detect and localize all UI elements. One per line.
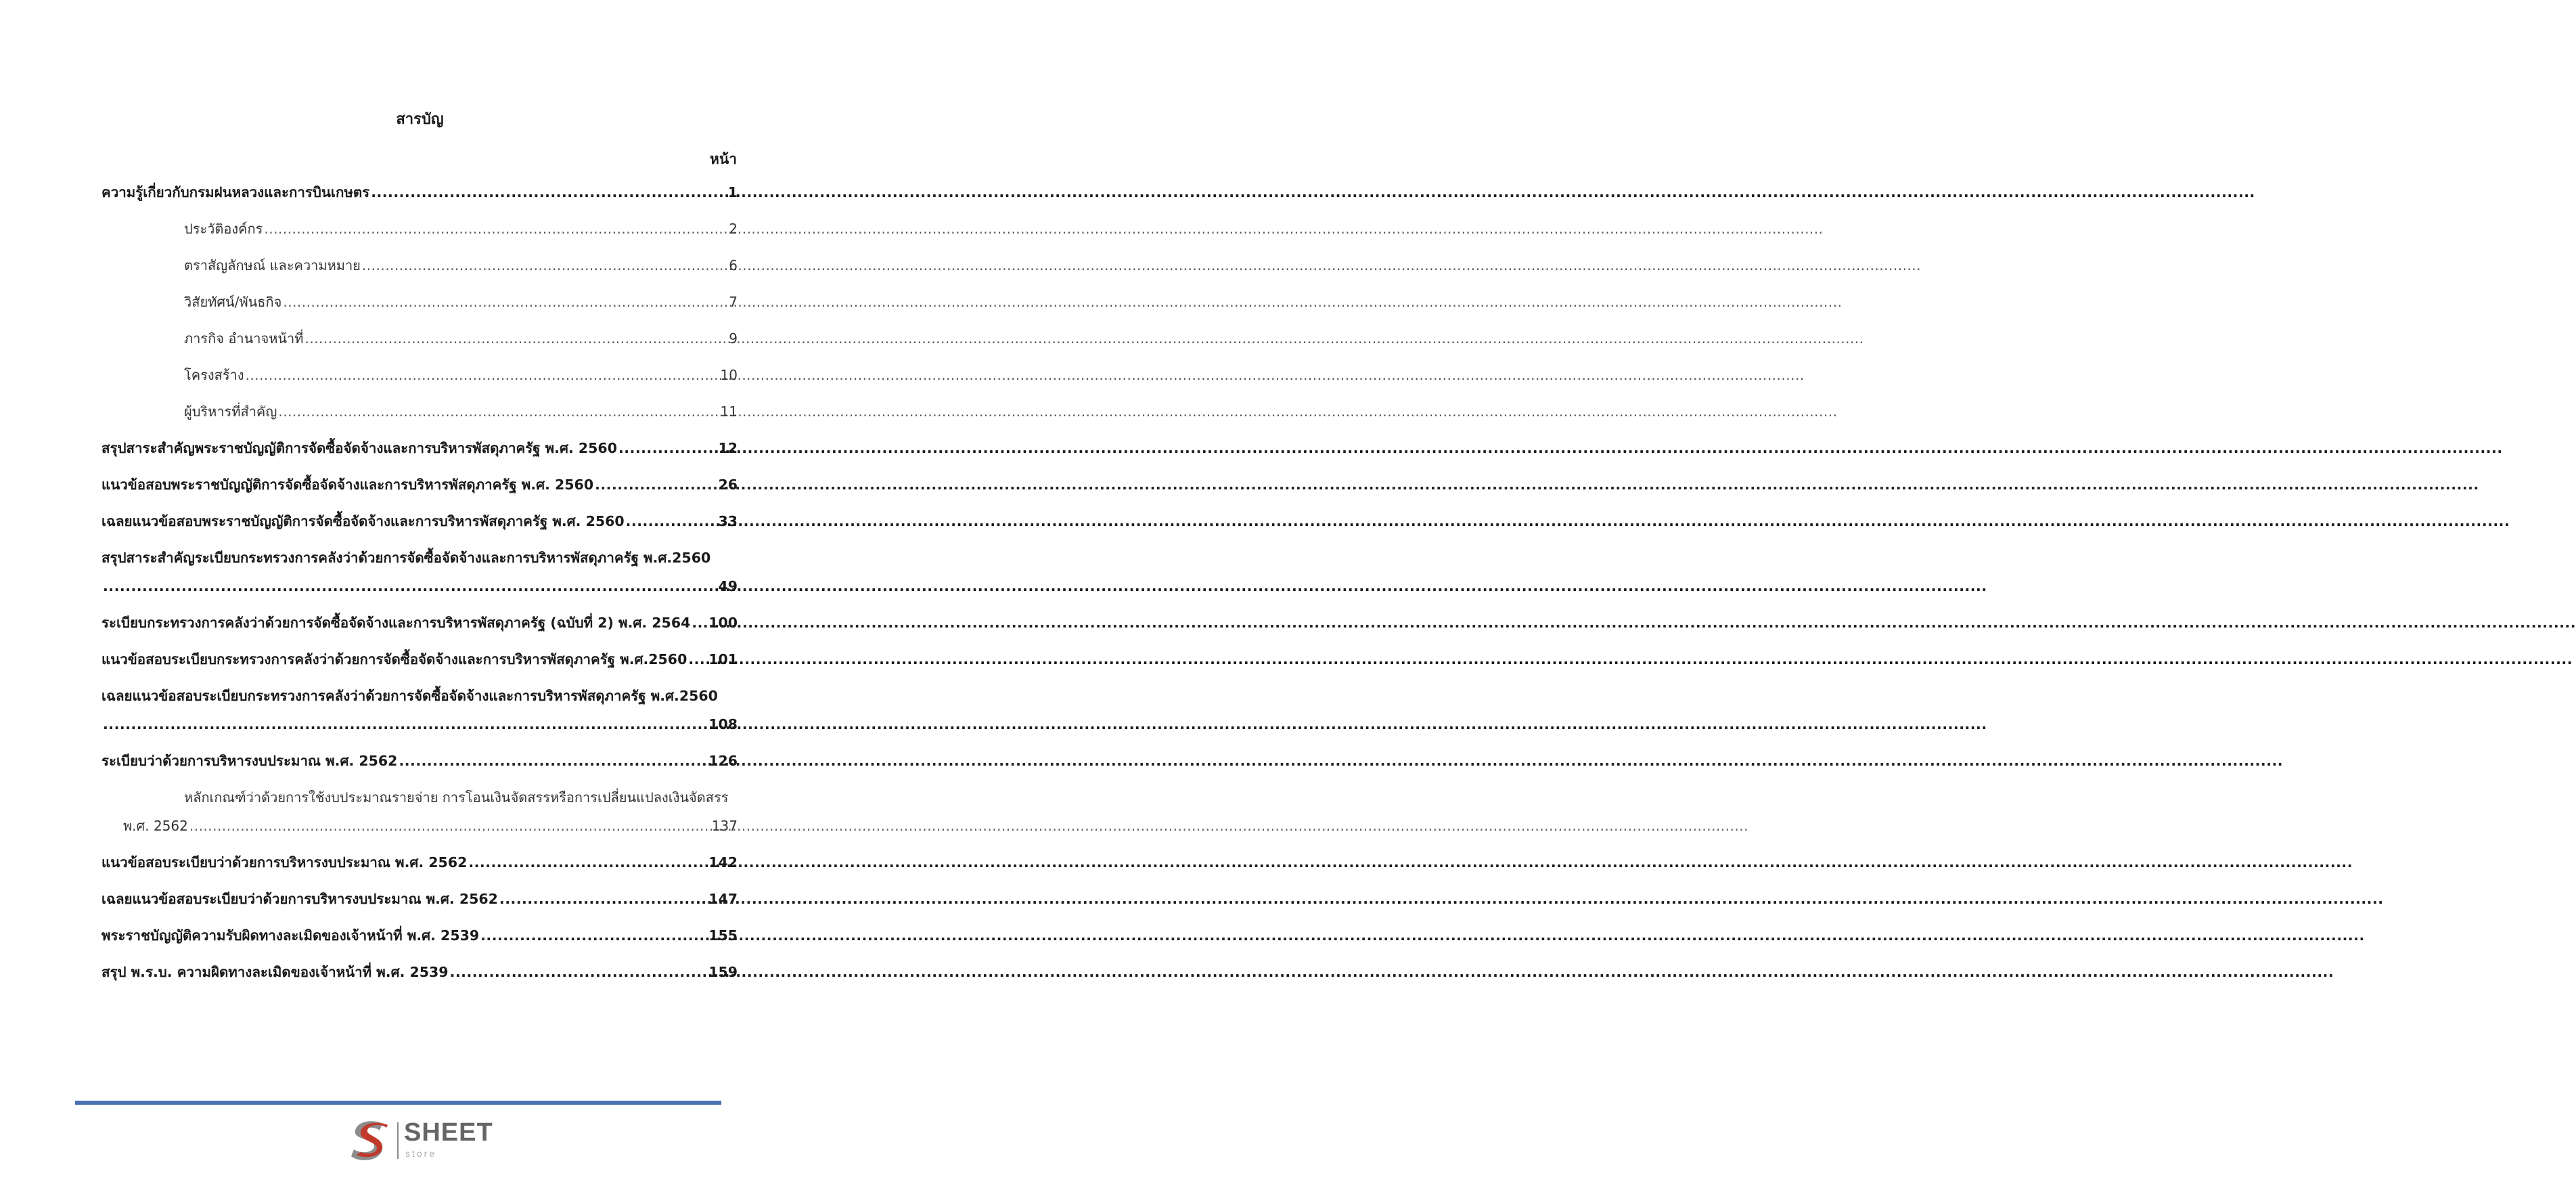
toc-entry[interactable] — [101, 889, 738, 908]
table-of-contents — [101, 183, 738, 982]
toc-entry-label: สรุปสาระสำคัญพระราชบัญญัติการจัดซื้อจัดจ้างและการบริหารพัสดุภาครัฐ พ.ศ. 2560 — [101, 440, 617, 456]
toc-entry[interactable] — [101, 366, 738, 384]
toc-entry-page: 7 — [729, 294, 738, 310]
toc-entry-page: 26 — [718, 477, 738, 493]
toc-entry[interactable] — [101, 292, 738, 311]
leader-dots — [278, 402, 719, 421]
toc-entry[interactable] — [101, 926, 738, 945]
toc-entry-page: 33 — [718, 513, 738, 529]
toc-entry-page: 1 — [727, 184, 738, 200]
logo-wordmark: SHEET — [404, 1118, 493, 1147]
toc-entry-label: หลักเกณฑ์ว่าด้วยการใช้งบประมาณรายจ่าย การโอนเงินจัดสรรหรือการเปลี่ยนแปลงเงินจัดสรร — [184, 789, 729, 806]
toc-entry[interactable] — [101, 853, 738, 872]
leader-dots — [304, 329, 727, 348]
toc-entry-page: 137 — [711, 818, 738, 834]
toc-entry-label: ภารกิจ อำนาจหน้าที่ — [184, 330, 304, 347]
toc-entry-label: แนวข้อสอบระเบียบว่าด้วยการบริหารงบประมาณ พ.ศ. 2562 — [101, 854, 468, 871]
toc-entry-label: ผู้บริหารที่สำคัญ — [184, 403, 277, 420]
leader-dots — [688, 650, 707, 669]
toc-entry-page: 12 — [718, 440, 738, 456]
toc-entry[interactable] — [101, 256, 738, 275]
toc-entry-page: 101 — [708, 651, 738, 667]
toc-entry-label: ระเบียบกระทรวงการคลังว่าด้วยการจัดซื้อจัดจ้างและการบริหารพัสดุภาครัฐ (ฉบับที่ 2) พ.ศ. 2564 — [101, 615, 691, 631]
leader-dots — [283, 292, 727, 311]
toc-entry-label: เฉลยแนวข้อสอบพระราชบัญญัติการจัดซื้อจัดจ้างและการบริหารพัสดุภาครัฐ พ.ศ. 2560 — [101, 513, 625, 529]
leader-dots — [468, 853, 707, 872]
toc-entry-page: 100 — [708, 615, 738, 631]
toc-entry-page: 147 — [708, 891, 738, 907]
toc-entry[interactable] — [101, 183, 738, 202]
document-page — [0, 0, 840, 1188]
leader-dots — [480, 926, 707, 945]
toc-entry[interactable] — [101, 219, 738, 238]
page-title: สารบัญ — [396, 111, 444, 128]
toc-entry[interactable] — [101, 650, 738, 669]
leader-dots — [450, 963, 708, 982]
leader-dots — [246, 366, 719, 384]
leader-dots — [399, 751, 707, 770]
toc-entry[interactable] — [101, 402, 738, 421]
leader-dots — [264, 219, 727, 238]
toc-entry-label: สรุปสาระสำคัญระเบียบกระทรวงการคลังว่าด้วยการจัดซื้อจัดจ้างและการบริหารพัสดุภาครัฐ พ.ศ.2560 — [101, 550, 711, 566]
toc-entry-label: สรุป พ.ร.บ. ความผิดทางละเมิดของเจ้าหน้าที่ พ.ศ. 2539 — [101, 964, 449, 980]
leader-dots — [362, 256, 727, 275]
page-column-label: หน้า — [710, 151, 737, 167]
toc-entry-page: 159 — [708, 964, 738, 980]
toc-entry-label: ระเบียบว่าด้วยการบริหารงบประมาณ พ.ศ. 2562 — [101, 753, 398, 769]
toc-entry-page: 126 — [708, 753, 738, 769]
leader-dots — [595, 475, 717, 494]
toc-entry-page: 6 — [729, 257, 738, 273]
leader-dots — [618, 439, 717, 458]
toc-entry-label: วิสัยทัศน์/พันธกิจ — [184, 294, 282, 310]
toc-entry-page: 10 — [720, 367, 738, 383]
toc-entry[interactable] — [101, 686, 738, 734]
toc-entry-label: โครงสร้าง — [184, 367, 244, 383]
toc-entry-page: 2 — [729, 221, 738, 237]
toc-entry[interactable] — [101, 788, 738, 835]
leader-dots — [692, 613, 707, 632]
toc-entry[interactable] — [101, 475, 738, 494]
toc-entry[interactable] — [101, 512, 738, 531]
toc-entry-label: ประวัติองค์กร — [184, 221, 263, 237]
toc-entry-label: ตราสัญลักษณ์ และความหมาย — [184, 257, 361, 273]
leader-dots — [626, 512, 717, 531]
logo-s-icon — [348, 1118, 390, 1163]
toc-entry-label-continued: พ.ศ. 2562 — [123, 818, 188, 834]
toc-entry-page: 11 — [720, 403, 738, 420]
toc-entry-label: แนวข้อสอบระเบียบกระทรวงการคลังว่าด้วยการจัดซื้อจัดจ้างและการบริหารพัสดุภาครัฐ พ.ศ.2560 — [101, 651, 687, 667]
logo-subtext: store — [405, 1148, 437, 1159]
leader-dots — [371, 183, 727, 202]
toc-entry-label: แนวข้อสอบพระราชบัญญัติการจัดซื้อจัดจ้างและการบริหารพัสดุภาครัฐ พ.ศ. 2560 — [101, 477, 594, 493]
toc-entry-page: 155 — [708, 927, 738, 944]
toc-entry[interactable] — [101, 613, 738, 632]
toc-entry-label: เฉลยแนวข้อสอบระเบียบว่าด้วยการบริหารงบประมาณ พ.ศ. 2562 — [101, 891, 498, 907]
leader-dots — [103, 577, 717, 596]
toc-entry[interactable] — [101, 963, 738, 982]
toc-entry-page: 142 — [708, 854, 738, 871]
toc-entry-page: 9 — [729, 330, 738, 347]
toc-entry[interactable] — [101, 439, 738, 458]
toc-entry-label: เฉลยแนวข้อสอบระเบียบกระทรวงการคลังว่าด้วยการจัดซื้อจัดจ้างและการบริหารพัสดุภาครัฐ พ.ศ.2560 — [101, 688, 718, 704]
sheet-store-logo — [348, 1118, 497, 1166]
toc-entry[interactable] — [101, 548, 738, 596]
toc-entry[interactable] — [101, 329, 738, 348]
toc-entry-page: 49 — [718, 578, 738, 594]
toc-entry-label: พระราชบัญญัติความรับผิดทางละเมิดของเจ้าหน้าที่ พ.ศ. 2539 — [101, 927, 480, 944]
leader-dots — [189, 816, 710, 835]
toc-entry-page: 108 — [708, 716, 738, 732]
leader-dots — [103, 715, 707, 734]
footer-divider-bar — [75, 1101, 721, 1105]
toc-entry-label: ความรู้เกี่ยวกับกรมฝนหลวงและการบินเกษตร — [101, 184, 370, 200]
leader-dots — [499, 889, 707, 908]
toc-entry[interactable] — [101, 751, 738, 770]
logo-divider — [397, 1122, 399, 1159]
